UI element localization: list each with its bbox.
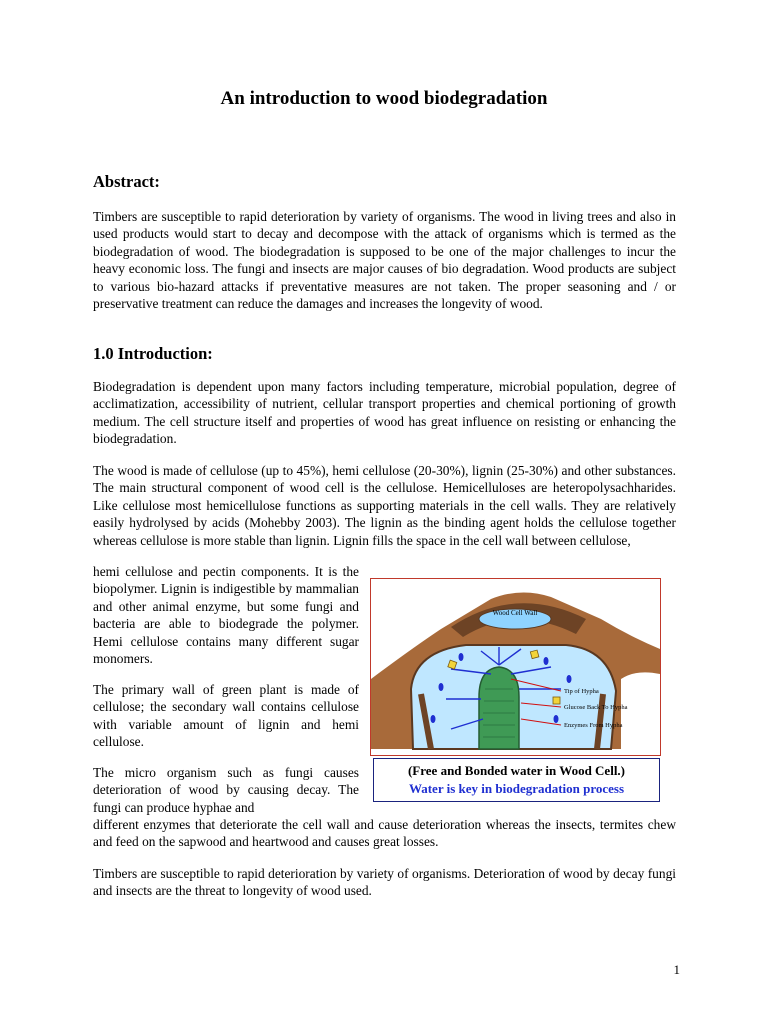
wood-cell-illustration xyxy=(370,578,661,756)
abstract-paragraph: Timbers are susceptible to rapid deterioration by variety of organisms. The wood in living trees and also in used products would start to decay and decompose with the attack of organisms which is termed as the biodegradation of wood. The biodegradation is supposed to be one of the major challenges to incur the heavy economic loss. The fungi and insects are major causes of bio degradation. Wood products are subject to various bio-hazard attacks if preventative measures are not taken. The proper seasoning and / or preservative treatment can reduce the damages and increases the longevity of wood. xyxy=(93,209,676,312)
label-glucose: Glucose Back To Hypha xyxy=(564,704,628,711)
intro-paragraph-5: Timbers are susceptible to rapid deterioration by variety of organisms. Deterioration of wood by decay fungi and insects are the threat to longevity of wood used. xyxy=(93,866,676,899)
introduction-heading: 1.0 Introduction: xyxy=(93,344,213,363)
figure-caption-line-2: Water is key in biodegradation process xyxy=(408,781,625,796)
intro-paragraph-4: The micro organism such as fungi causes deterioration of wood by causing decay. The fungi can produce hyphae and xyxy=(93,765,359,815)
abstract-heading: Abstract: xyxy=(93,172,160,191)
intro-paragraph-1: Biodegradation is dependent upon many factors including temperature, microbial population, degree of acclimatization, accessibility of nutrient, cellular transport properties and chemical portioning of growth medium. The cell structure itself and properties of wood has great influence on resisting or enhancing the biodegradation. xyxy=(93,379,676,447)
intro-paragraph-3: The primary wall of green plant is made of cellulose; the secondary wall contains cellulose with variable amount of lignin and hemi cellulose. xyxy=(93,682,359,750)
document-title: An introduction to wood biodegradation xyxy=(220,88,548,109)
intro-paragraph-2: The wood is made of cellulose (up to 45%), hemi cellulose (20-30%), lignin (25-30%) and other substances. The main structural component of wood cell is the cellulose. Hemicelluloses are heteropolysachharides. Like cellulose most hemicellulose functions as supporting materials in the cell walls. They are relatively easily hydrolysed by acids (Mohebby 2003). The lignin as the binding agent holds the cellulose together whereas cellulose is more stable than lignin. Lignin fills the space in the cell wall between cellulose, xyxy=(93,463,676,548)
figure-caption-line-1: (Free and Bonded water in Wood Cell.) xyxy=(407,763,626,778)
label-wood-cell-wall: Wood Cell Wall xyxy=(492,609,538,617)
label-tip-of-hypha: Tip of Hypha xyxy=(564,688,599,695)
label-enzymes: Enzymes From Hypha xyxy=(564,722,623,729)
intro-paragraph-4-continued: different enzymes that deteriorate the cell wall and cause deterioration whereas the insects, termites chew and feed on the sapwood and heartwood and causes great losses. xyxy=(93,817,676,850)
page-number: 1 xyxy=(673,962,680,977)
wood-cell-figure xyxy=(370,578,661,802)
figure-caption xyxy=(373,758,660,802)
intro-paragraph-2-continued: hemi cellulose and pectin components. It is the biopolymer. Lignin is indigestible by mammalian and other animal enzyme, but some fungi and bacteria are able to biodegrade the polymer. Hemi cellulose contains many different sugar monomers. xyxy=(93,564,359,667)
